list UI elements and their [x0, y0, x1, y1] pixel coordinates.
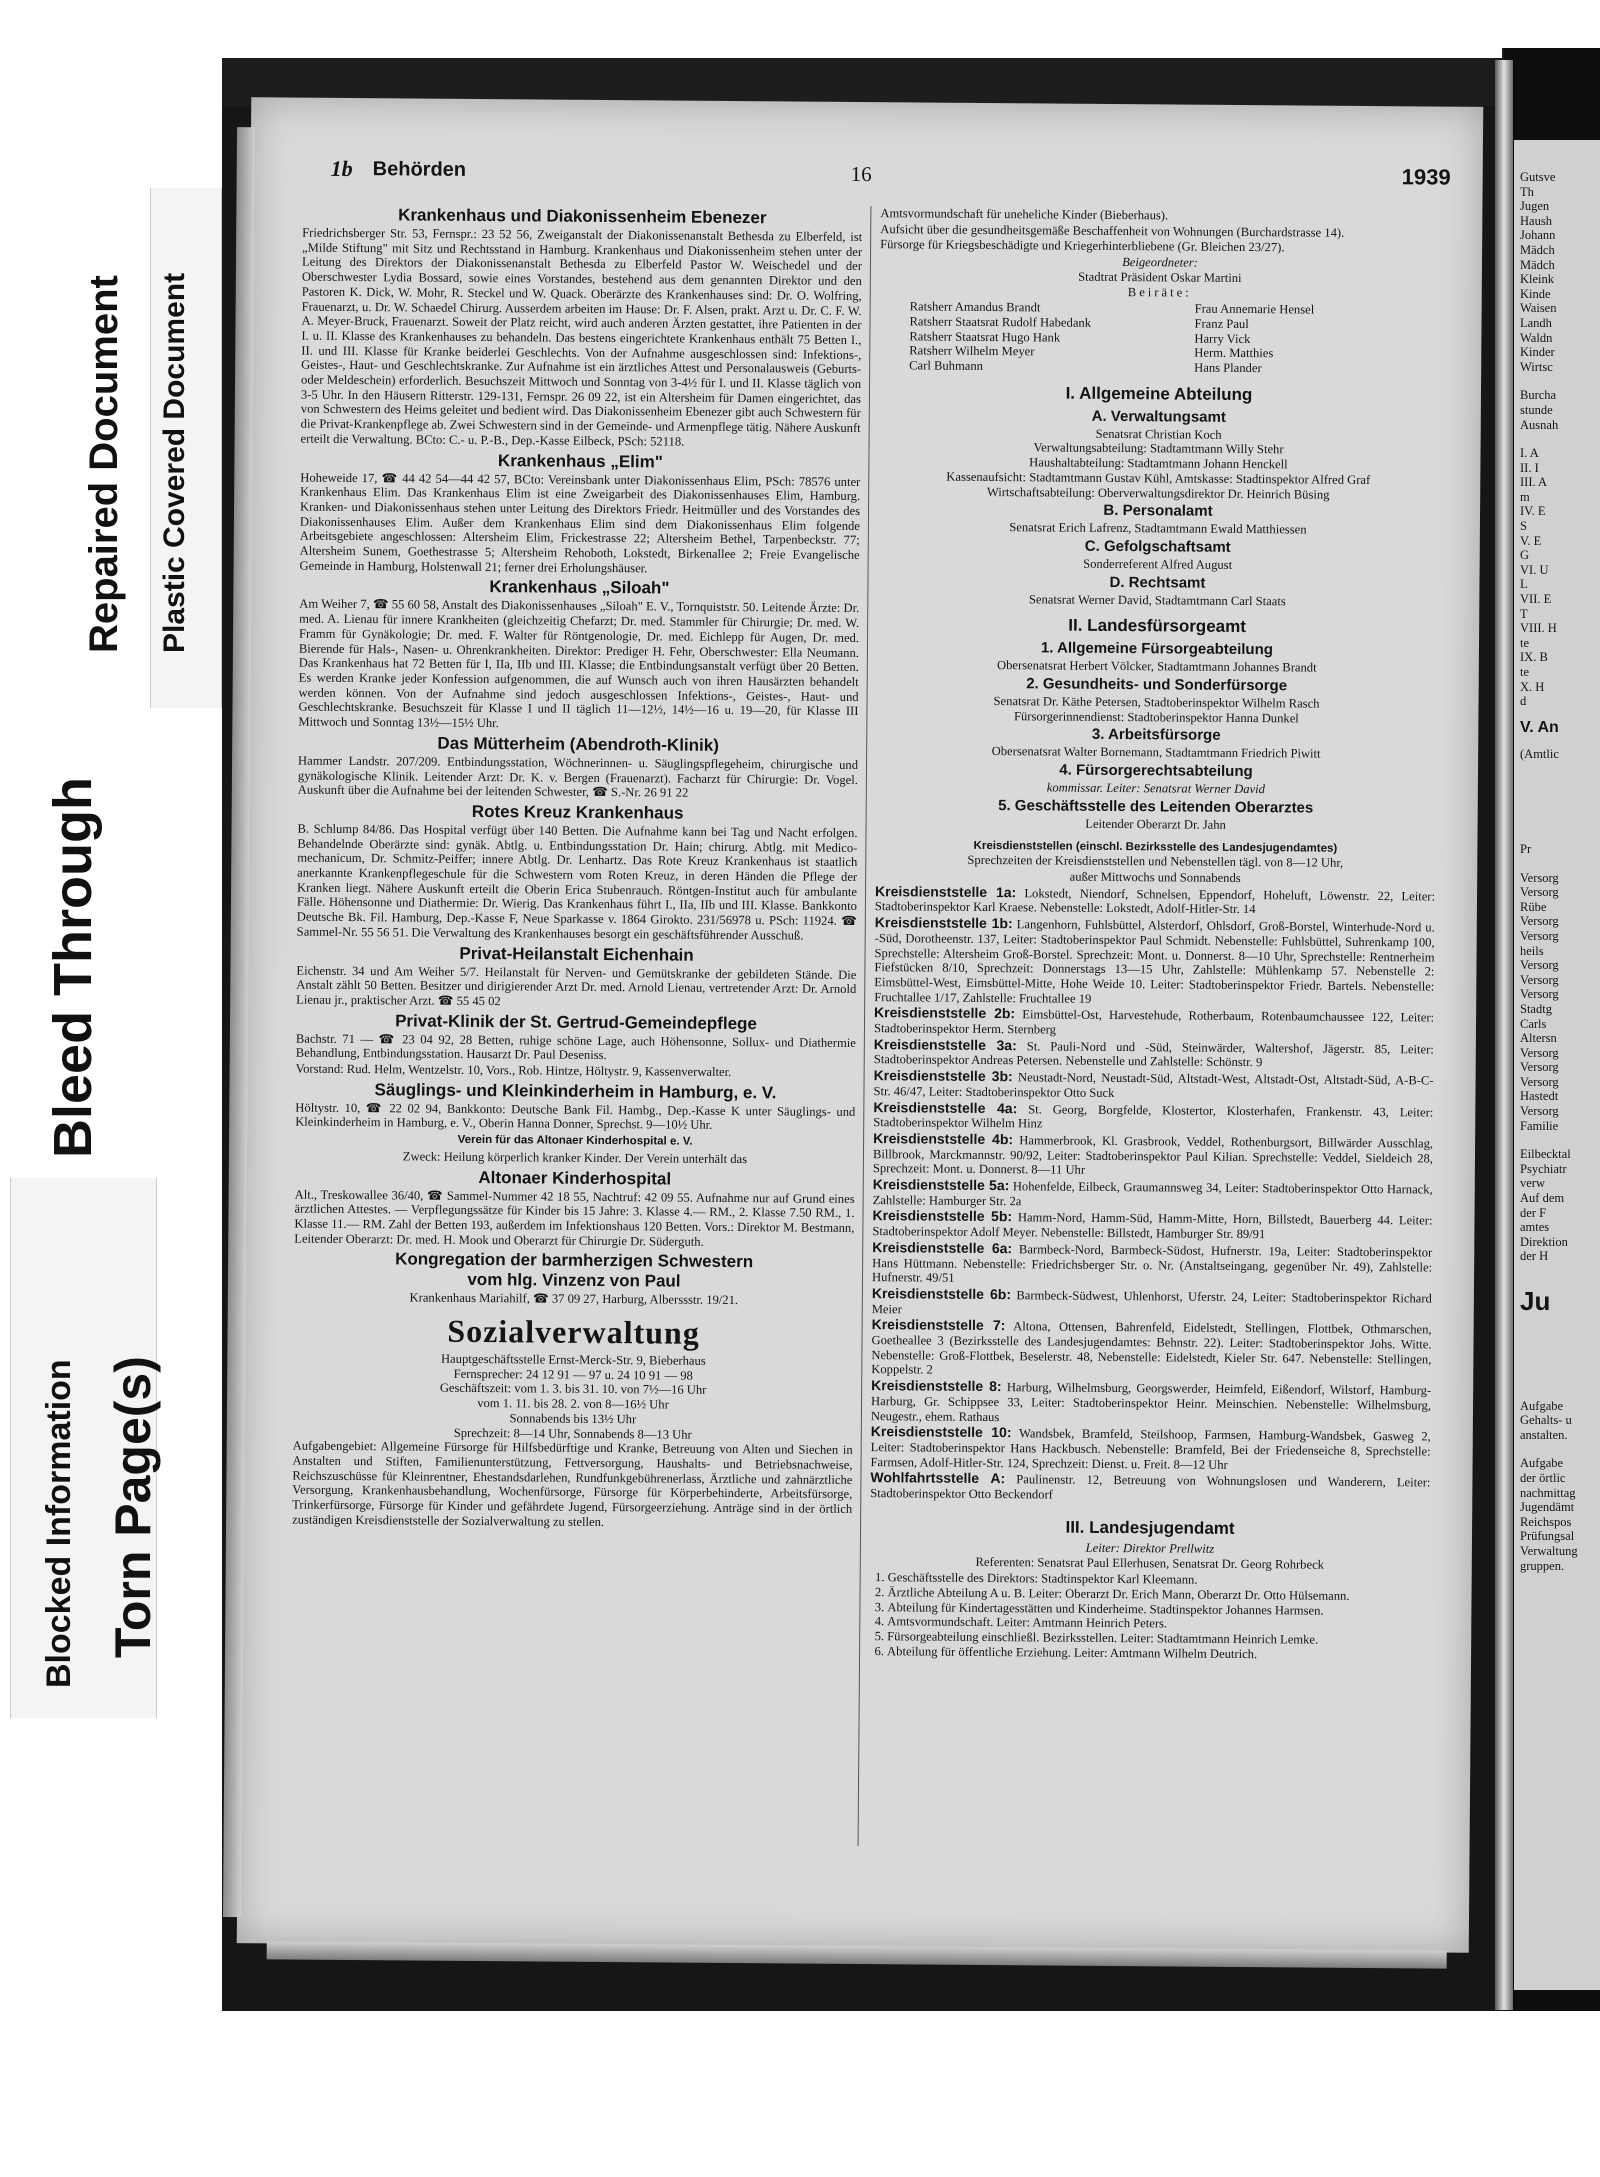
- kd-title: Kreisdienststelle 10:: [870, 1423, 1012, 1441]
- facing-page-line: Stadtg: [1520, 1001, 1552, 1016]
- facing-page-line: Landh: [1520, 315, 1552, 330]
- right-column: [869, 206, 1440, 1663]
- sozialverwaltung-heading: Sozialverwaltung: [447, 1312, 700, 1351]
- ebenezer-heading: Krankenhaus und Diakonissenheim Ebenezer: [398, 205, 767, 228]
- kd-title: Kreisdienststelle 3b:: [873, 1067, 1013, 1085]
- facing-page-line: Kinde: [1520, 286, 1551, 301]
- eichenhain-text: Eichenstr. 34 und Am Weiher 5/7. Heilanstalt für Nerven- und Gemütskranke der gebildeten Stände. Die Anstalt zählt 50 Betten. Besitzer und dirigierender Arzt Dr. med. Arnold Lienau, vertretender Arzt: Dr. Arnold Lienau jr., praktischer Arzt. ☎ 55 45 02: [296, 963, 857, 1009]
- kongregation-heading-2: vom hlg. Vinzenz von Paul: [467, 1270, 681, 1291]
- lf-4-line: kommissar. Leiter: Senatsrat Werner David: [1046, 780, 1265, 797]
- elim-text: Hoheweide 17, ☎ 44 42 54—44 42 57, BCto: Vereinsbank unter Diakonissenhaus Elim, PSch: 78576 unter Krankenhaus Elim. Das Krankenhaus Elim ist eine Zweigarbeit des Diakonissenhauses Elim, Hamburg. Kranken- und Diakonissenhaus stehen unter Leitung des Direktors Friedr. Heitmüller und des Vorstandes des Diakonissenhauses Elim. Außer dem Krankenhaus Elim sind dem Diakonissenhaus Elim folgende Arbeitsgebiete angeschlossen: Altersheim Elim, Frickestrasse 22; Altersheim Bethel, Tarpenbeckstr. 77; Altersheim Sunem, Goethestrasse 5; Altersheim Rehoboth, Lokstedt, Birkenallee 2; Freie Evangelische Gemeinde in Hamburg, Holstenwall 21; ferner drei Erholungshäuser.: [299, 470, 861, 576]
- facing-page-line: nachmittag: [1520, 1485, 1576, 1500]
- facing-page-line: V. E: [1520, 533, 1542, 548]
- kongregation-heading-1: Kongregation der barmherzigen Schwestern: [395, 1249, 754, 1272]
- kd-title: Kreisdienststelle 5a:: [872, 1176, 1010, 1194]
- kd-entry: [872, 1209, 1432, 1244]
- facing-page-line: Burcha: [1520, 388, 1557, 403]
- facing-page-line: [1520, 374, 1600, 388]
- facing-page-big: Ju: [1520, 1286, 1551, 1316]
- kd-text: St. Pauli-Nord und -Süd, Steinwärder, Waltershof, Jägerstr. 85, Leiter: Stadtoberinspektor Andreas Petersen. Nebenstelle und Zahlstelle: Schönstr. 9: [873, 1039, 1434, 1070]
- facing-page-line: Ausnah: [1520, 417, 1559, 432]
- lj-item: 5. Fürsorgeabteilung einschließl. Bezirksstellen. Leiter: Stadtamtmann Heinrich Lemke.: [887, 1629, 1429, 1648]
- facing-page-line: der örtlic: [1520, 1470, 1566, 1485]
- year: 1939: [1401, 164, 1451, 190]
- kd-entry: [872, 1286, 1432, 1321]
- facing-page-line: Gutsve: [1520, 170, 1556, 184]
- beirat: Ratsherr Staatsrat Hugo Hank: [909, 328, 1061, 345]
- kd-text: Barmbeck-Nord, Barmbeck-Südost, Hufnerstr. 19a, Leiter: Stadtoberinspektor Hans Hüttmann. Nebenstelle: Friedrichsberger Str. o. Nr. (Anstaltseingang, gegenüber Nr. 49), Zahlstelle: Hufnerstr. 49/51: [871, 1242, 1433, 1286]
- lf-3-heading: 3. Arbeitsfürsorge: [1091, 726, 1221, 745]
- beigeordneter: Stadtrat Präsident Oskar Martini: [1078, 269, 1242, 285]
- beirat: Harry Vick: [1194, 331, 1251, 346]
- target-label-strip: [0, 48, 222, 2011]
- rotes-kreuz-text: B. Schlump 84/86. Das Hospital verfügt über 140 Betten. Die Aufnahme kann bei Tag und Nacht erfolgen. Behandelnde Oberärzte sind: gynäk. Abtlg. u. Entbindungsstation Dr. Hain; chirurg. Abtlg. mit Medico-mechanicum, Dr. Schmitz-Peiffer; innere Abtlg. Dr. Lenhartz. Das Rote Kreuz Krankenhaus ist staatlich anerkannte Krankenpflegeschule für die Schwestern vom Roten Kreuz, in deren Händen die Pflege der Kranken liegt. Nähere Auskunft erteilt die Oberin Erica Stubenrauch. Röntgen-Institut auch für ambulante Fälle. Höhensonne und Diathermie: Dr. Wierig. Das Krankenhaus führt I., IIa, IIb und III. Klasse. Bankkonto Deutsche Bk. Fil. Hamburg, Dep.-Kasse F, Neue Sparkasse v. 1864 Girokto. 231/56978 u. PSch: 11924. ☎ Sammel-Nr. 55 56 51. Die Verwaltung des Krankenhauses besorgt ein geschäftsführender Ausschuß.: [296, 821, 858, 943]
- facing-page-sub: (Amtlic: [1520, 747, 1559, 762]
- facing-page-line: Haush: [1520, 213, 1552, 228]
- facing-page-line: Carls: [1520, 1016, 1547, 1031]
- facing-page-line: Versorg: [1520, 1104, 1559, 1119]
- lj-item: 1. Geschäftsstelle des Direktors: Stadtinspektor Karl Kleemann.: [888, 1570, 1430, 1589]
- facing-page-line: Versorg: [1520, 870, 1559, 885]
- kd-title: Kreisdienststelle 8:: [871, 1377, 1002, 1395]
- facing-page-line: IX. B: [1520, 650, 1548, 665]
- lj-item: 6. Abteilung für öffentliche Erziehung. Leiter: Amtmann Wilhelm Deutrich.: [887, 1644, 1429, 1663]
- kd-entry: [873, 1177, 1433, 1212]
- beiraete-right: [1194, 302, 1440, 377]
- label-plastic-covered: Plastic Covered Document: [158, 272, 191, 653]
- beirat: Herm. Matthies: [1194, 345, 1274, 361]
- facing-page-line: der H: [1520, 1249, 1549, 1264]
- kd-text: Lokstedt, Niendorf, Schnelsen, Eppendorf, Hoheluft, Löwenstr. 22, Leiter: Stadtoberinspektor Karl Kraese. Nebenstelle: Lokstedt, Adolf-Hitler-Str. 14: [874, 885, 1436, 917]
- intro-3: Fürsorge für Kriegsbeschädigte und Kriegerhinterbliebene (Gr. Bleichen 23/27).: [880, 237, 1285, 255]
- facing-page-line: Versorg: [1520, 958, 1559, 973]
- facing-page-line: IV. E: [1520, 504, 1546, 519]
- kd-title: Kreisdienststelle 5b:: [872, 1207, 1013, 1225]
- kd-text: Hammerbrook, Kl. Grasbrook, Veddel, Rothenburgsort, Billwärder Ausschlag, Billbrook, Marckmannstr. 90/92, Leiter: Stadtoberinspektor Paul Kilian. Sprechstelle: Veddel, Sieldeich 28, Sprechzeit: Mont. u. Donnerst. 8—11 Uhr: [872, 1133, 1434, 1178]
- facing-page-line: Th: [1520, 184, 1534, 199]
- kongregation-text: Krankenhaus Mariahilf, ☎ 37 09 27, Harburg, Alberssstr. 19/21.: [409, 1290, 739, 1308]
- facing-page-line: Versorg: [1520, 1074, 1559, 1089]
- landesjugendamt-leiter: Leiter: Direktor Prellwitz: [1085, 1540, 1215, 1556]
- kd-text: St. Georg, Borgfelde, Klostertor, Klosterhafen, Frankenstr. 43, Leiter: Stadtoberinspektor Wilhelm Hinz: [873, 1101, 1434, 1131]
- facing-page-line: te: [1520, 665, 1530, 679]
- facing-page-line: III. A: [1520, 475, 1548, 490]
- facing-page-line: Aufgabe: [1520, 1398, 1564, 1413]
- document-page: [237, 97, 1483, 1953]
- kd-entry: [875, 884, 1435, 919]
- facing-page-line: Psychiatr: [1520, 1161, 1567, 1176]
- altonaer-heading: Altonaer Kinderhospital: [478, 1167, 672, 1189]
- top-white-band: [222, 48, 1502, 58]
- label-bleed-through: Bleed Through: [43, 777, 103, 1158]
- facing-page-line: stunde: [1520, 402, 1553, 417]
- kd-title: Kreisdienststelle 6a:: [872, 1238, 1013, 1257]
- kd-entry: [871, 1378, 1431, 1428]
- facing-page-line: gruppen.: [1520, 1558, 1565, 1573]
- facing-page-line: Versorg: [1520, 885, 1559, 900]
- beiraete-list: [909, 300, 1440, 378]
- kd-header: Kreisdienststellen (einschl. Bezirksstelle des Landesjugendamtes): [973, 839, 1338, 855]
- beirat: Ratsherr Staatsrat Rudolf Habedank: [909, 314, 1092, 330]
- kd-entry: [874, 1037, 1434, 1072]
- rotes-kreuz-heading: Rotes Kreuz Krankenhaus: [471, 801, 684, 823]
- sozial-aufgaben: Aufgabengebiet: Allgemeine Fürsorge für Hilfsbedürftige und Kranke, Betreuung von Alten und Siechen in Anstalten und Stiften, Familienunterstützung, Fettversorgung, Haushalts- und Betriebsnachweise, Reichszuschüsse für Kleinrentner, Ehestandsdarlehen, Rundfunkgebührenerlass, Ärztliche und zahnärztliche Versorgung, Krankenhausbehandlung, Wochenfürsorge, Fürsorge für Körperbehinderte, Arbeitsfürsorge, Trinkerfürsorge, Fürsorge für Kinder und gefährdete Jugend, Fürsorgeerziehung. Anträge sind in der örtlich zuständigen Kreisdienststelle der Sozialverwaltung zu stellen.: [292, 1438, 853, 1529]
- facing-page-line: T: [1520, 606, 1528, 621]
- kd-entry: [870, 1471, 1430, 1506]
- intro-1: Amtsvormundschaft für uneheliche Kinder (Bieberhaus).: [880, 206, 1169, 223]
- book-spine: [1495, 60, 1513, 2010]
- facing-page-line: VIII. H: [1520, 621, 1557, 636]
- beigeordneter-label: Beigeordneter:: [1122, 255, 1198, 270]
- saeuglings-text: Höltystr. 10, ☎ 22 02 94, Bankkonto: Deutsche Bank Fil. Hambg., Dep.-Kasse K unter Säuglings- und Kleinkinderheim in Hamburg, e. V., Oberin Hanna Donner, Sprechst. 9—10½ Uhr.: [295, 1100, 856, 1133]
- lf-4-heading: 4. Fürsorgerechtsabteilung: [1059, 761, 1253, 781]
- facing-page-line: verw: [1520, 1176, 1545, 1191]
- kd-title: Kreisdienststelle 2b:: [874, 1004, 1016, 1022]
- verwaltungsamt-heading: A. Verwaltungsamt: [1091, 407, 1226, 426]
- facing-page-line: [1520, 857, 1600, 871]
- section-title: Behörden: [372, 158, 467, 181]
- altonaer-verein-text: Zweck: Heilung körperlich kranker Kinder. Der Verein unterhält das: [402, 1149, 748, 1166]
- muetterheim-text: Hammer Landstr. 207/209. Entbindungsstation, Wöchnerinnen- u. Säuglingspflegeheim, chirurgische und gynäkologische Klinik. Leitender Arzt: Dr. K. v. Bergen (Frauenarzt). Facharzt für Chirurgie: Dr. Vogel. Auskunft über die Aufnahme bei der leitenden Schwester, ☎ S.-Nr. 26 91 22: [297, 753, 859, 800]
- facing-page-line: Versorg: [1520, 1045, 1559, 1060]
- lf-5-line: Leitender Oberarzt Dr. Jahn: [1085, 816, 1226, 832]
- facing-page-line: Versorg: [1520, 914, 1559, 929]
- kd-entry: [873, 1100, 1433, 1135]
- running-header: [331, 156, 1451, 195]
- kd-entry: [874, 915, 1435, 1009]
- lj-item: 4. Amtsvormundschaft. Leiter: Amtmann Heinrich Peters.: [887, 1615, 1429, 1634]
- facing-page-line: Mädch: [1520, 242, 1555, 257]
- kd-text: Neustadt-Nord, Neustadt-Süd, Altstadt-West, Altstadt-Ost, Altstadt-Süd, A-B-C-Str. 46/47, Leiter: Stadtoberinspektor Otto Suck: [873, 1070, 1434, 1100]
- facing-page-line: m: [1520, 489, 1530, 504]
- facing-page-line: [1520, 1442, 1600, 1456]
- intro-2: Aufsicht über die gesundheitsgemäße Beschaffenheit von Wohnungen (Burchardstrasse 14).: [880, 221, 1345, 240]
- abteilung-3-heading: III. Landesjugendamt: [1065, 1517, 1235, 1538]
- page-number: 16: [850, 161, 872, 187]
- facing-page-line: Aufgabe: [1520, 1456, 1564, 1471]
- facing-page-line: VII. E: [1520, 592, 1552, 607]
- facing-page-line: Familie: [1520, 1118, 1559, 1133]
- facing-page-line: Kinder: [1520, 345, 1555, 360]
- beirat: Carl Buhmann: [909, 358, 984, 373]
- beirat: Hans Plander: [1194, 360, 1262, 376]
- altonaer-verein-heading: Verein für das Altonaer Kinderhospital e. V.: [457, 1133, 693, 1148]
- kd-title: Wohlfahrtsstelle A:: [870, 1469, 1006, 1487]
- section-number: 1b: [330, 155, 353, 181]
- rechtsamt-heading: D. Rechtsamt: [1109, 573, 1206, 592]
- label-torn-pages: Torn Page(s): [105, 1356, 161, 1658]
- kd-text: Hamm-Nord, Hamm-Süd, Hamm-Mitte, Horn, Billstedt, Bauerberg 44. Leiter: Stadtoberinspektor Adolf Meyer. Nebenstelle: Billstedt, Hamburger Str. 89/91: [872, 1210, 1433, 1242]
- kd-entry: [873, 1131, 1433, 1181]
- kreisdienststellen-section: [870, 838, 1435, 1506]
- lf-1-line: Obersenatsrat Herbert Völcker, Stadtamtmann Johannes Brandt: [996, 658, 1317, 675]
- label-repaired-document: Repaired Document: [82, 275, 126, 653]
- lf-2-line: Fürsorgerinnendienst: Stadtoberinspektor Hanna Dunkel: [1013, 708, 1299, 726]
- kd-title: Kreisdienststelle 1a:: [874, 882, 1017, 900]
- facing-page-line: Pr: [1520, 841, 1532, 856]
- facing-page-line: Direktion: [1520, 1234, 1568, 1249]
- facing-page: [1514, 140, 1600, 1990]
- facing-page-line: te: [1520, 635, 1530, 650]
- facing-page-line: Hastedt: [1520, 1089, 1559, 1104]
- elim-heading: Krankenhaus „Elim": [497, 450, 663, 471]
- facing-page-lines-3: [1514, 1339, 1600, 1574]
- kd-title: Kreisdienststelle 4a:: [873, 1098, 1018, 1116]
- lf-5-heading: 5. Geschäftsstelle des Leitenden Oberarztes: [998, 796, 1314, 817]
- facing-page-line: Versorg: [1520, 987, 1559, 1002]
- beiraete-left: [909, 300, 1155, 375]
- facing-page-line: Waldn: [1520, 330, 1553, 345]
- facing-page-line: heils: [1520, 943, 1544, 958]
- gertrud-text: Bachstr. 71 — ☎ 23 04 92, 28 Betten, ruhige schöne Lage, auch Höhensonne, Sollux- und Diathermie Behandlung, Entbindungsstation. Hausarzt Dr. Paul Deseniss.: [295, 1031, 856, 1063]
- facing-page-line: Johann: [1520, 228, 1556, 243]
- facing-page-line: Wirtsc: [1520, 359, 1553, 374]
- kd-title: Kreisdienststelle 1b:: [874, 914, 1013, 932]
- kd-title: Kreisdienststelle 3a:: [873, 1035, 1017, 1053]
- kd-text: Paulinenstr. 12, Betreuung von Wohnungslosen und Wanderern, Leiter: Stadtoberinspektor Otto Beckendorf: [870, 1472, 1431, 1502]
- kd-entry: [871, 1424, 1431, 1474]
- kd-title: Kreisdienststelle 7:: [871, 1316, 1006, 1334]
- facing-page-line: Prüfungsal: [1520, 1529, 1575, 1544]
- beirat: Franz Paul: [1194, 316, 1249, 331]
- kd-sprechzeit-2: außer Mittwochs und Sonnabends: [1069, 869, 1241, 885]
- lf-2-heading: 2. Gesundheits- und Sonderfürsorge: [1026, 675, 1288, 695]
- abteilung-2-heading: II. Landesfürsorgeamt: [1068, 615, 1247, 637]
- kd-text: Harburg, Wilhelmsburg, Georgswerder, Heimfeld, Eißendorf, Wilstorf, Hamburg-Harburg, Gr. Schippsee 33, Leiter: Stadtoberinspektor Heinr. Meinschien. Nebenstelle: Wilhelmsburg, Neugestr., ehem. Rathaus: [870, 1380, 1432, 1424]
- facing-page-line: Verwaltung: [1520, 1543, 1578, 1558]
- kd-entry: [874, 1005, 1434, 1040]
- kd-title: Kreisdienststelle 4b:: [873, 1130, 1014, 1148]
- sozial-line-5: Sonnabends bis 13½ Uhr: [509, 1411, 637, 1427]
- facing-page-line: [1520, 1133, 1600, 1147]
- facing-page-line: X. H: [1520, 679, 1545, 694]
- facing-page-line: Versorg: [1520, 972, 1559, 987]
- kd-text: Eimsbüttel-Ost, Harvestehude, Rotherbaum, Rotenbaumchaussee 122, Leiter: Stadtoberinspektor Herm. Sternberg: [873, 1007, 1435, 1037]
- sozial-line-2: Fernsprecher: 24 12 91 — 97 u. 24 10 91 — 98: [453, 1366, 693, 1383]
- personalamt-heading: B. Personalamt: [1103, 502, 1213, 521]
- facing-page-line: [1520, 432, 1600, 446]
- facing-page-line: I. A: [1520, 446, 1539, 461]
- landesjugendamt-list: [869, 1570, 1430, 1663]
- facing-page-line: der F: [1520, 1205, 1547, 1220]
- beiraete-label: Beiräte:: [1127, 284, 1192, 300]
- kd-title: Kreisdienststelle 6b:: [871, 1285, 1012, 1303]
- facing-page-line: anstalten.: [1520, 1427, 1568, 1442]
- label-blocked-information: Blocked Information: [40, 1359, 78, 1688]
- verwaltungsamt-line: Verwaltungsabteilung: Stadtamtmann Willy Stehr: [1033, 440, 1284, 457]
- facing-page-line: G: [1520, 548, 1530, 563]
- facing-page-heading: V. An: [1520, 718, 1559, 736]
- verwaltungsamt-line: Kassenaufsicht: Stadtamtmann Gustav Kühl, Amtskasse: Stadtinspektor Alfred Graf: [946, 469, 1371, 487]
- kd-text: Langenhorn, Fuhlsbüttel, Alsterdorf, Ohlsdorf, Groß-Borstel, Winterhude-Nord u. -Süd, Dorotheenstr. 137, Leiter: Stadtoberinspektor Paul Schmidt. Nebenstelle: Fuhlsbüttel, Suhrenkamp 100, Sprechstelle: Altersheim Groß-Borstel. Sprechzeit: Mont. u. Donnerst. 8—10 Uhr, Sprechstelle: Rentnerheim Fiefstücken 8/10, Sprechzeit: Donnerstags 13—15 Uhr, Zahlstelle: Mühlenkamp 57. Nebenstelle 2: Eimsbüttel-West, Eimsbüttel-Mitte, Hohe Weide 10. Leiter: Stadtoberinspektor Friedr. Bartels. Nebenstelle: Fruchtallee 1/17, Zahlstelle: Fruchtallee 19: [874, 917, 1435, 1006]
- lj-item: 2. Ärztliche Abteilung A u. B. Leiter: Oberarzt Dr. Erich Mann, Oberarzt Dr. Otto Hülsemann.: [887, 1585, 1429, 1604]
- muetterheim-heading: Das Mütterheim (Abendroth-Klinik): [437, 733, 719, 755]
- facing-page-line: Eilbecktal: [1520, 1147, 1571, 1162]
- landesjugendamt-referenten: Referenten: Senatsrat Paul Ellerhusen, Senatsrat Dr. Georg Rohrbeck: [975, 1554, 1325, 1572]
- rechtsamt-line: Senatsrat Werner David, Stadtamtmann Carl Staats: [1028, 591, 1286, 608]
- sozial-line-1: Hauptgeschäftsstelle Ernst-Merck-Str. 9, Bieberhaus: [440, 1351, 706, 1368]
- kd-entry: [873, 1068, 1433, 1103]
- facing-page-line: amtes: [1520, 1220, 1550, 1235]
- facing-page-line: Jugen: [1520, 199, 1550, 214]
- facing-page-line: L: [1520, 577, 1528, 592]
- facing-page-lines: [1514, 140, 1600, 709]
- facing-page-lines-2: [1514, 762, 1600, 1264]
- altonaer-text: Alt., Treskowallee 36/40, ☎ Sammel-Nummer 42 18 55, Nachtruf: 42 09 55. Aufnahme nur auf Grund eines ärztlichen Attestes. — Verpflegungssätze für Kinder bis 15 Jahre: 3. Klasse 4.— RM., 2. Klasse 7.50 RM., 1. Klasse 11.— RM. Zahl der Betten 193, außerdem im Infektionshaus 120 Betten. Vors.: Direktor M. Bestmann, Leitender Oberarzt: Dr. med. H. Mook und Oberarzt für Chirurgie Dr. Süderguth.: [294, 1187, 855, 1249]
- beirat: Ratsherr Amandus Brandt: [909, 299, 1041, 315]
- left-column: [292, 202, 862, 1533]
- facing-page-line: d: [1520, 694, 1527, 709]
- kd-text: Altona, Ottensen, Bahrenfeld, Eidelstedt, Stellingen, Flottbek, Othmarschen, Goetheallee 3 (Bezirksstelle des Landesjugendamtes: Behnstr. 22). Leiter: Stadtoberinspektor Johs. Witte. Nebenstelle: Groß-Flottbek, Beselerstr. 48, Nebenstelle: Eidelstedt, Kieler Str. 647. Nebenstelle: Stellingen, Koppelstr. 2: [871, 1319, 1432, 1378]
- lf-2-line: Senatsrat Dr. Käthe Petersen, Stadtoberinspektor Wilhelm Rasch: [993, 694, 1320, 711]
- sozial-line-6: Sprechzeit: 8—14 Uhr, Sonnabends 8—13 Uhr: [453, 1425, 692, 1442]
- verwaltungsamt-line: Wirtschaftsabteilung: Oberverwaltungsdirektor Dr. Heinrich Büsing: [986, 484, 1330, 502]
- verwaltungsamt-line: Haushaltabteilung: Stadtamtmann Johann Henckell: [1029, 455, 1288, 472]
- facing-page-line: Auf dem: [1520, 1191, 1565, 1206]
- gertrud-heading: Privat-Klinik der St. Gertrud-Gemeindepflege: [395, 1010, 757, 1033]
- facing-page-line: Waisen: [1520, 301, 1557, 316]
- verwaltungsamt-line: Senatsrat Christian Koch: [1095, 426, 1222, 442]
- lf-1-heading: 1. Allgemeine Fürsorgeabteilung: [1040, 639, 1274, 659]
- facing-page-line: Altersn: [1520, 1031, 1557, 1046]
- facing-page-line: Versorg: [1520, 928, 1559, 943]
- kd-sprechzeit: Sprechzeiten der Kreisdienststellen und Nebenstellen tägl. von 8—12 Uhr,: [967, 853, 1344, 871]
- kd-text: Hohenfelde, Eilbeck, Graumannsweg 34, Leiter: Stadtoberinspektor Otto Harnack, Zahlstelle: Hamburger Str. 2a: [872, 1179, 1433, 1209]
- kd-text: Wandsbek, Bramfeld, Steilshoop, Farmsen, Hamburg-Wandsbek, Gasweg 2, Leiter: Stadtoberinspektor Hans Hackbusch. Nebenstelle: Bramfeld, Bei der Friedenseiche 8, Sprechstelle: Farmsen, Adolf-Hitler-Str. 124, Sprechzeit: Dienst. u. Freit. 8—12 Uhr: [870, 1426, 1431, 1472]
- ebenezer-text: Friedrichsberger Str. 53, Fernspr.: 23 52 56, Zweiganstalt der Diakonissenanstalt Bethesda zu Elberfeld, ist „Milde Stiftung" mit Sitz und Rechtsstand in Hamburg. Krankenhaus und Diakonissenheim stehen unter der Leitung des Direktors der Diakonissenanstalt Bethesda zu Elberfeld Pastor W. Weischedel und der Oberschwester Lydia Bossard, sowie eines Vorstandes, bestehend aus dem genannten Direktor und den Pastoren K. Dick, W. Mohr, R. Steckel und W. Quack. Oberärzte des Krankenhauses sind: Dr. O. Wolfring, Frauenarzt, u. Dr. W. Schaedel Chirurg. Ausserdem arbeiten im Hause: Dr. F. Alsen, prakt. Arzt u. Dr. C. F. W. A. Meyer-Bruck, Frauenarzt. Soweit der Platz reicht, wird auch anderen Ärzten gestattet, ihre Patienten in der I. u. II. Klasse des Krankenhauses zu behandeln. Das bestens eingerichtete Krankenhaus enthält 75 Betten I., II. und III. Klasse für Kranke beiderlei Geschlechts. Von der Aufnahme ausgeschlossen sind: Infektions-, Geistes-, Haut- und Geschlechtskranke. Zur Aufnahme ist ein ärztliches Attest und Personalausweis (Geburts- oder Meldeschein) erforderlich. Besuchszeit Mittwoch und Sonntag von 3-4½ für I. und II. Klasse täglich von 3-5 Uhr. In den Häusern Ritterstr. 129-131, Fernspr. 26 09 22, ist ein Altersheim für Damen eingerichtet, das von Schwestern des Heims geleitet und bedient wird. Das Diakonissenheim Ebenezer gibt auch Schwestern für die Privat-Krankenpflege ab. Zwei Schwestern sind in der Gemeinde- und Armenpflege tätig. Nähere Auskunft erteilt die Verwaltung. BCto: C.- u. P.-B., Dep.-Kasse Eilbeck, PSch: 52118.: [300, 225, 863, 449]
- facing-page-line: Rübe: [1520, 899, 1547, 914]
- gertrud-vorstand: Vorstand: Rud. Helm, Wentzelstr. 10, Vors., Rob. Hintze, Höltystr. 9, Kassenverwalter.: [295, 1061, 732, 1080]
- facing-page-line: Versorg: [1520, 1060, 1559, 1075]
- facing-page-line: Reichspos: [1520, 1514, 1572, 1529]
- facing-page-line: S: [1520, 519, 1527, 534]
- saeuglings-heading: Säuglings- und Kleinkinderheim in Hamburg, e. V.: [374, 1079, 777, 1103]
- lj-item: 3. Abteilung für Kindertagesstätten und Kinderheime. Stadtinspektor Johannes Harmsen.: [887, 1600, 1429, 1619]
- facing-page-line: Mädch: [1520, 257, 1555, 272]
- beirat: Ratsherr Wilhelm Meyer: [909, 343, 1035, 359]
- sozial-line-3: Geschäftszeit: vom 1. 3. bis 31. 10. von 7½—16 Uhr: [439, 1381, 707, 1398]
- abteilung-1-heading: I. Allgemeine Abteilung: [1065, 383, 1253, 404]
- facing-page-line: Kleink: [1520, 272, 1555, 287]
- kd-entry: [871, 1317, 1431, 1381]
- personalamt-line: Senatsrat Erich Lafrenz, Stadtamtmann Ewald Matthiessen: [1009, 520, 1307, 537]
- siloah-text: Am Weiher 7, ☎ 55 60 58, Anstalt des Diakonissenhauses „Siloah" E. V., Tornquiststr. 50. Leitende Ärzte: Dr. med. A. Lienau für innere Krankheiten (gleichzeitig Chefarzt; Dr. med. Stammler für Chirurgie; Dr. med. W. Framm für Gynäkologie; Dr. med. F. Walter für Röntgenologie, Dr. med. Eichlepp für Augen, Dr. med. Bierende für Hals-, Nasen- u. Ohrenkrankheiten. Direktor: Prediger H. Fehr, Oberschwester: Ella Neumann. Das Krankenhaus hat 72 Betten für I, IIa, IIb und III. Klasse; die Entbindungsanstalt verfügt über 20 Betten. Es werden Kranke jeder Konfession aufgenommen, die auf Wunsch auch von ihren Hausärzten behandelt werden können. Von der Aufnahme sind jedoch ausgeschlossen Infektions-, Geistes-, Haut- und Geschlechtskranke. Besuchszeit für Klasse I und II täglich 11—12½, 14½—16 u. 19—20, für Klasse III Mittwoch und Sonntag 13½—15½ Uhr.: [298, 597, 860, 731]
- kd-text: Barmbeck-Südwest, Uhlenhorst, Uferstr. 24, Leiter: Stadtoberinspektor Richard Meier: [871, 1288, 1432, 1317]
- facing-page-line: Jugendämt: [1520, 1500, 1575, 1515]
- facing-page-line: VI. U: [1520, 562, 1549, 577]
- siloah-heading: Krankenhaus „Siloah": [489, 577, 670, 598]
- sozial-line-4: vom 1. 11. bis 28. 2. von 8—16½ Uhr: [477, 1396, 669, 1412]
- beirat: Frau Annemarie Hensel: [1194, 301, 1315, 317]
- kd-entry: [872, 1240, 1432, 1290]
- facing-page-line: II. I: [1520, 460, 1539, 475]
- gefolgschaftsamt-line: Sonderreferent Alfred August: [1083, 556, 1233, 572]
- lf-3-line: Obersenatsrat Walter Bornemann, Stadtamtmann Friedrich Piwitt: [991, 744, 1321, 762]
- eichenhain-heading: Privat-Heilanstalt Eichenhain: [459, 943, 694, 965]
- gefolgschaftsamt-heading: C. Gefolgschaftsamt: [1084, 537, 1231, 556]
- facing-page-line: Gehalts- u: [1520, 1413, 1572, 1428]
